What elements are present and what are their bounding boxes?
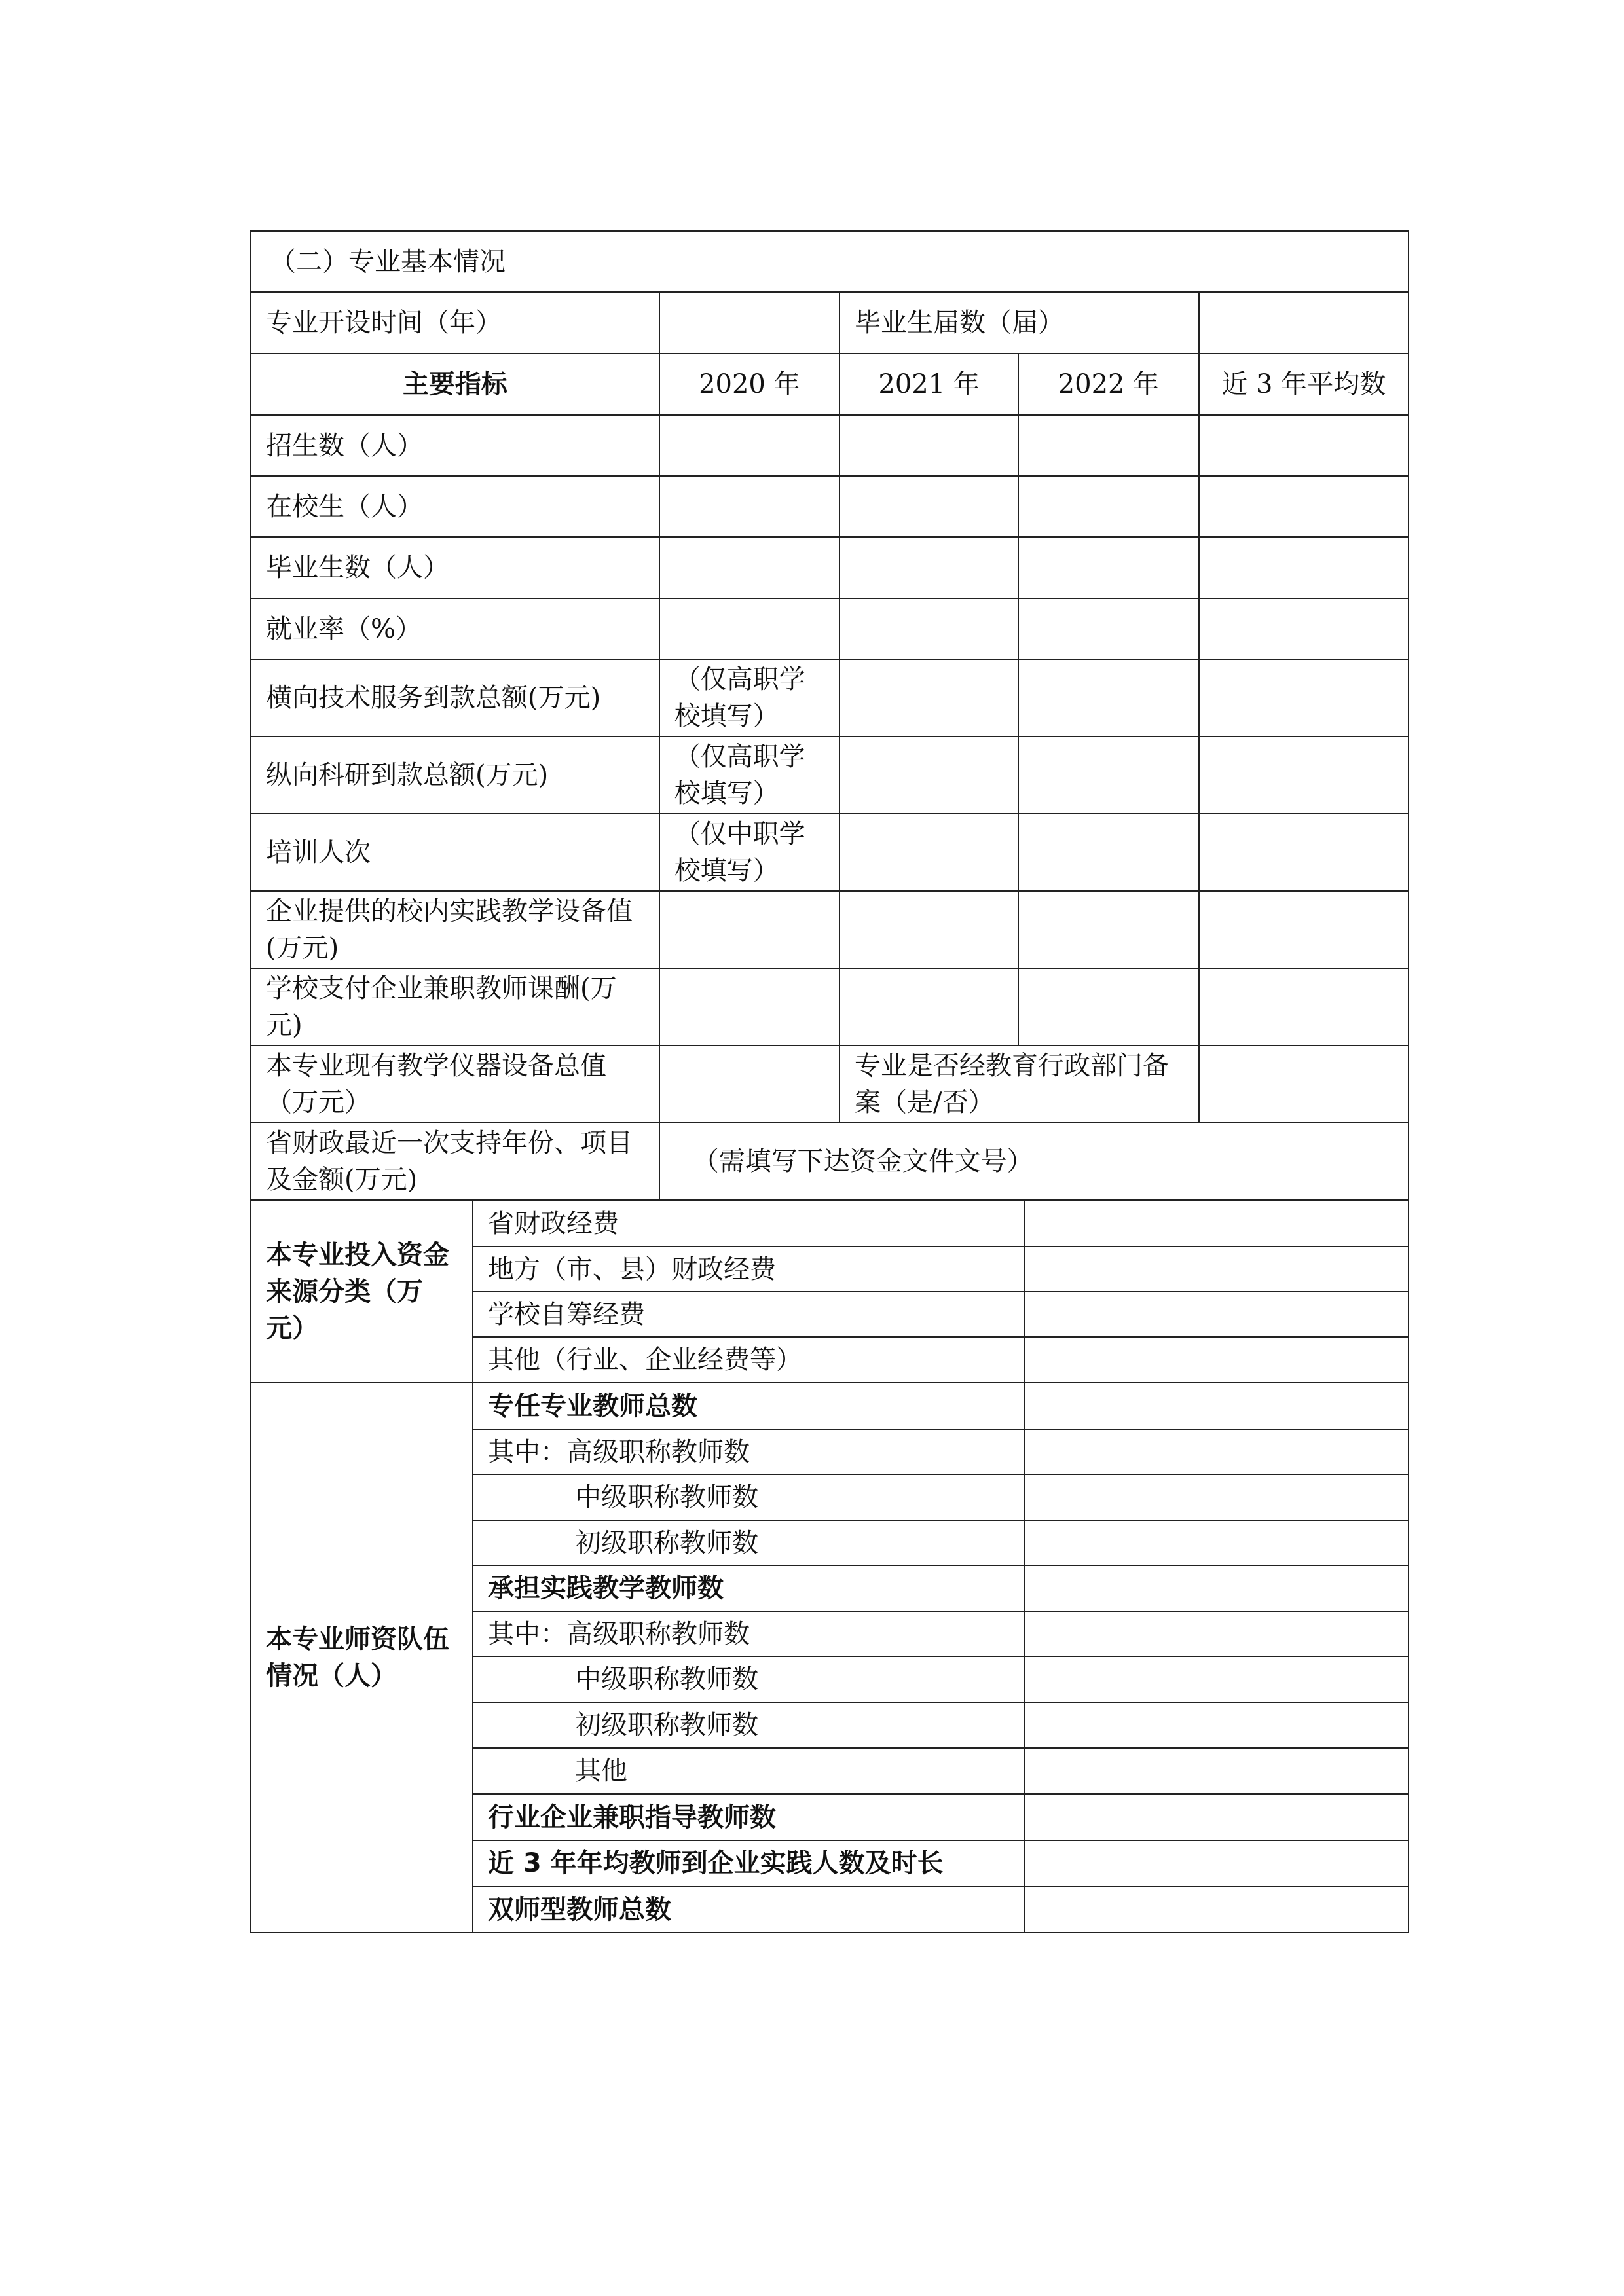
faculty-value-cell[interactable] [1025, 1565, 1408, 1611]
funding-item: 省财政经费 [473, 1201, 1025, 1247]
faculty-item: 行业企业兼职指导教师数 [473, 1794, 1025, 1840]
faculty-value-cell[interactable] [1025, 1840, 1408, 1886]
average-header: 近 3 年平均数 [1199, 354, 1409, 415]
grad-cohorts-value-cell[interactable] [1199, 292, 1409, 354]
faculty-value-cell[interactable] [1025, 1429, 1408, 1474]
faculty-item: 其中：高级职称教师数 [473, 1429, 1025, 1474]
section-title-row [251, 231, 1409, 292]
value-cell[interactable] [1018, 598, 1198, 659]
value-cell[interactable] [840, 968, 1018, 1046]
record-value-cell[interactable] [1199, 1046, 1409, 1123]
major-info-table [250, 230, 1409, 1933]
faculty-value-cell[interactable] [1025, 1611, 1408, 1656]
value-cell[interactable] [1199, 968, 1409, 1046]
province-support-label: 省财政最近一次支持年份、项目及金额(万元) [251, 1123, 659, 1200]
year-2020-header: 2020 年 [659, 354, 840, 415]
value-cell[interactable] [1199, 659, 1409, 737]
faculty-item: 双师型教师总数 [473, 1886, 1025, 1932]
row-label: 就业率（%） [251, 598, 659, 659]
row-label: 毕业生数（人） [251, 537, 659, 598]
faculty-subtable [251, 1383, 1408, 1932]
province-support-hint[interactable]: （需填写下达资金文件文号） [659, 1123, 1409, 1200]
faculty-item: 初级职称教师数 [473, 1702, 1025, 1748]
funding-subtable [251, 1201, 1408, 1382]
province-support-row [251, 1123, 1409, 1200]
funding-value-cell[interactable] [1025, 1292, 1408, 1337]
funding-item: 其他（行业、企业经费等） [473, 1337, 1025, 1382]
faculty-value-cell[interactable] [1025, 1383, 1408, 1429]
faculty-item: 专任专业教师总数 [473, 1383, 1025, 1429]
row-label: 在校生（人） [251, 476, 659, 537]
faculty-value-cell[interactable] [1025, 1656, 1408, 1702]
value-cell[interactable] [1199, 891, 1409, 968]
value-cell[interactable] [659, 537, 840, 598]
funding-value-cell[interactable] [1025, 1201, 1408, 1247]
row-label: 培训人次 [251, 814, 659, 891]
value-cell[interactable] [840, 814, 1018, 891]
table-row [251, 537, 1409, 598]
value-cell[interactable] [1018, 415, 1198, 476]
table-row [251, 891, 1409, 968]
value-cell[interactable] [840, 537, 1018, 598]
value-cell[interactable] [840, 598, 1018, 659]
value-cell[interactable] [659, 415, 840, 476]
equipment-value-cell[interactable] [659, 1046, 840, 1123]
grad-cohorts-label: 毕业生届数（届） [840, 292, 1199, 354]
table-row [251, 968, 1409, 1046]
record-label: 专业是否经教育行政部门备案（是/否） [840, 1046, 1199, 1123]
faculty-value-cell[interactable] [1025, 1748, 1408, 1794]
value-cell[interactable] [1018, 891, 1198, 968]
value-cell[interactable] [840, 737, 1018, 814]
funding-item: 地方（市、县）财政经费 [473, 1247, 1025, 1292]
equipment-label: 本专业现有教学仪器设备总值（万元） [251, 1046, 659, 1123]
faculty-group-label: 本专业师资队伍情况（人） [251, 1383, 473, 1932]
value-cell[interactable] [1018, 968, 1198, 1046]
faculty-item: 其中：高级职称教师数 [473, 1611, 1025, 1656]
faculty-item: 近 3 年年均教师到企业实践人数及时长 [473, 1840, 1025, 1886]
value-cell[interactable] [1018, 537, 1198, 598]
row-note: （仅中职学校填写） [659, 814, 840, 891]
row-label: 横向技术服务到款总额(万元) [251, 659, 659, 737]
value-cell[interactable] [659, 598, 840, 659]
value-cell[interactable] [840, 415, 1018, 476]
year-2021-header: 2021 年 [840, 354, 1018, 415]
faculty-item: 中级职称教师数 [473, 1474, 1025, 1520]
value-cell[interactable] [659, 476, 840, 537]
faculty-value-cell[interactable] [1025, 1520, 1408, 1565]
funding-item: 学校自筹经费 [473, 1292, 1025, 1337]
value-cell[interactable] [840, 891, 1018, 968]
row-label: 企业提供的校内实践教学设备值(万元) [251, 891, 659, 968]
faculty-item: 其他 [473, 1748, 1025, 1794]
funding-group-label: 本专业投入资金来源分类（万元） [251, 1201, 473, 1382]
faculty-item: 中级职称教师数 [473, 1656, 1025, 1702]
table-row [251, 476, 1409, 537]
value-cell[interactable] [1199, 814, 1409, 891]
value-cell[interactable] [1199, 537, 1409, 598]
faculty-item: 初级职称教师数 [473, 1520, 1025, 1565]
value-cell[interactable] [1018, 814, 1198, 891]
year-2022-header: 2022 年 [1018, 354, 1198, 415]
value-cell[interactable] [1199, 598, 1409, 659]
value-cell[interactable] [659, 891, 840, 968]
equipment-row [251, 1046, 1409, 1123]
funding-value-cell[interactable] [1025, 1337, 1408, 1382]
faculty-section [251, 1383, 1409, 1933]
faculty-value-cell[interactable] [1025, 1886, 1408, 1932]
row-note: （仅高职学校填写） [659, 737, 840, 814]
value-cell[interactable] [659, 968, 840, 1046]
faculty-value-cell[interactable] [1025, 1702, 1408, 1748]
value-cell[interactable] [1199, 415, 1409, 476]
start-time-row [251, 292, 1409, 354]
section-title: （二）专业基本情况 [251, 231, 1409, 292]
value-cell[interactable] [1199, 737, 1409, 814]
value-cell[interactable] [1018, 476, 1198, 537]
row-label: 纵向科研到款总额(万元) [251, 737, 659, 814]
row-note: （仅高职学校填写） [659, 659, 840, 737]
value-cell[interactable] [1018, 659, 1198, 737]
table-row [251, 659, 1409, 737]
faculty-value-cell[interactable] [1025, 1474, 1408, 1520]
funding-value-cell[interactable] [1025, 1247, 1408, 1292]
table-row [251, 814, 1409, 891]
table-row [251, 598, 1409, 659]
funding-row [251, 1200, 1409, 1383]
faculty-item: 承担实践教学教师数 [473, 1565, 1025, 1611]
value-cell[interactable] [840, 476, 1018, 537]
start-time-label: 专业开设时间（年） [251, 292, 659, 354]
faculty-row [251, 1383, 1409, 1933]
value-cell[interactable] [840, 659, 1018, 737]
value-cell[interactable] [1018, 737, 1198, 814]
funding-section [251, 1200, 1409, 1383]
start-time-value-cell[interactable] [659, 292, 840, 354]
value-cell[interactable] [1199, 476, 1409, 537]
header-row [251, 354, 1409, 415]
table-row [251, 737, 1409, 814]
table-row [251, 415, 1409, 476]
indicator-header: 主要指标 [251, 354, 659, 415]
row-label: 招生数（人） [251, 415, 659, 476]
row-label: 学校支付企业兼职教师课酬(万元) [251, 968, 659, 1046]
faculty-value-cell[interactable] [1025, 1794, 1408, 1840]
